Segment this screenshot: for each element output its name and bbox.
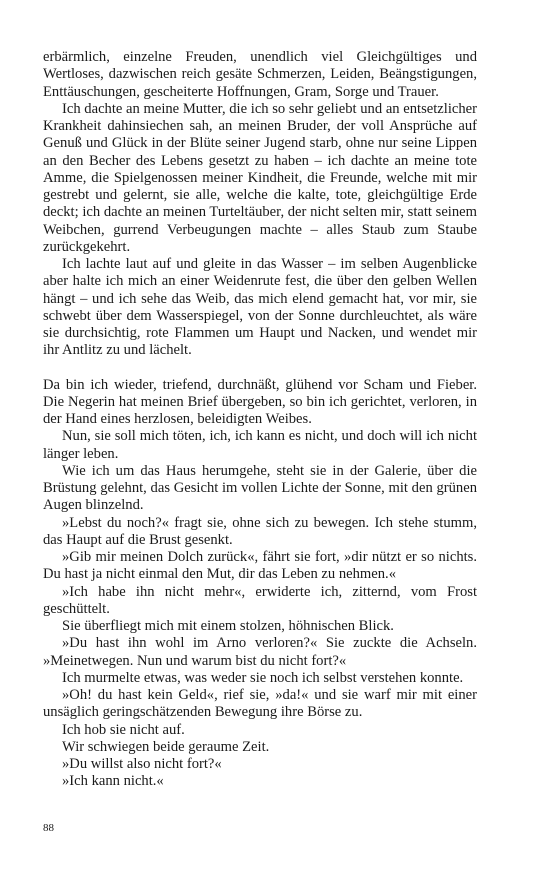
paragraph: »Ich kann nicht.« [62,773,164,790]
body-text [43,49,477,791]
paragraph: »Oh! du hast kein Geld«, rief sie, »da!« und sie warf mir mit einer unsäglich geringschätzenden Bewegung ihre Börse zu. [43,687,477,721]
paragraph: Ich murmelte etwas, was weder sie noch ich selbst verstehen konnte. [62,669,464,686]
paragraph: Ich lachte laut auf und gleite in das Wasser – im selben Augenblicke aber halte ich mich an einer Weidenrute fest, die über den gelben Wellen hängt – und ich sehe das Weib, das mich elend gemacht hat, vor mir, sie schwebt über dem Wasserspiegel, von der Sonne durchleuchtet, als wäre sie durchsichtig, rote Flammen um Haupt und Nacken, und wendet mir ihr Antlitz zu und lächelt. [43,256,477,359]
paragraph: »Du hast ihn wohl im Arno verloren?« Sie zuckte die Achseln. »Meinetwegen. Nun und warum bist du nicht fort?« [43,635,477,669]
paragraph: »Lebst du noch?« fragt sie, ohne sich zu bewegen. Ich stehe stumm, das Haupt auf die Brust gesenkt. [43,514,477,548]
paragraph: Sie überfliegt mich mit einem stolzen, höhnischen Blick. [62,618,394,634]
paragraph: Ich hob sie nicht auf. [62,721,185,738]
paragraph: Ich dachte an meine Mutter, die ich so sehr geliebt und an entsetzlicher Krankheit dahinsiechen sah, an meinen Bruder, der voll Ansprüche auf Genuß und Glück in der Blüte seiner Jugend starb, ohne nur seine Lippen an den Becher des Lebens gesetzt zu haben – ich dachte an meine tote Amme, die Spielgenossen meiner Kindheit, die Freunde, welche mit mir gestrebt und gelernt, sie alle, welche die kalte, tote, gleichgültige Erde deckt; ich dachte an meinen Turteltäuber, der nicht selten mir, statt seinem Weibchen, gurrend Verbeugungen machte – alles Staub zum Staube zurückgekehrt. [43,100,477,255]
section-break [43,360,477,377]
paragraph: »Gib mir meinen Dolch zurück«, fährt sie fort, »dir nützt er so nichts. Du hast ja nicht einmal den Mut, dir das Leben zu nehmen.« [43,549,477,583]
paragraph: erbärmlich, einzelne Freuden, unendlich viel Gleichgültiges und Wertloses, dazwischen reich gesäte Schmerzen, Leiden, Beängstigungen, Enttäuschungen, gescheiterte Hoffnungen, Gram, Sorge und Trauer. [43,49,477,100]
paragraph: Nun, sie soll mich töten, ich, ich kann es nicht, und doch will ich nicht länger leben. [43,428,477,462]
paragraph: Wie ich um das Haus herumgehe, steht sie in der Galerie, über die Brüstung gelehnt, das Gesicht im vollen Lichte der Sonne, mit den grünen Augen blinzelnd. [43,462,477,514]
paragraph: »Du willst also nicht fort?« [62,756,222,772]
paragraph: »Ich habe ihn nicht mehr«, erwiderte ich, zitternd, vom Frost geschüttelt. [43,583,477,617]
paragraph: Wir schwiegen beide geraume Zeit. [62,738,270,755]
page-number: 88 [43,822,54,834]
paragraph: Da bin ich wieder, triefend, durchnäßt, glühend vor Scham und Fieber. Die Negerin hat meinen Brief übergeben, so bin ich gerichtet, verloren, in der Hand eines herzlosen, beleidigten Weibes. [43,376,477,427]
